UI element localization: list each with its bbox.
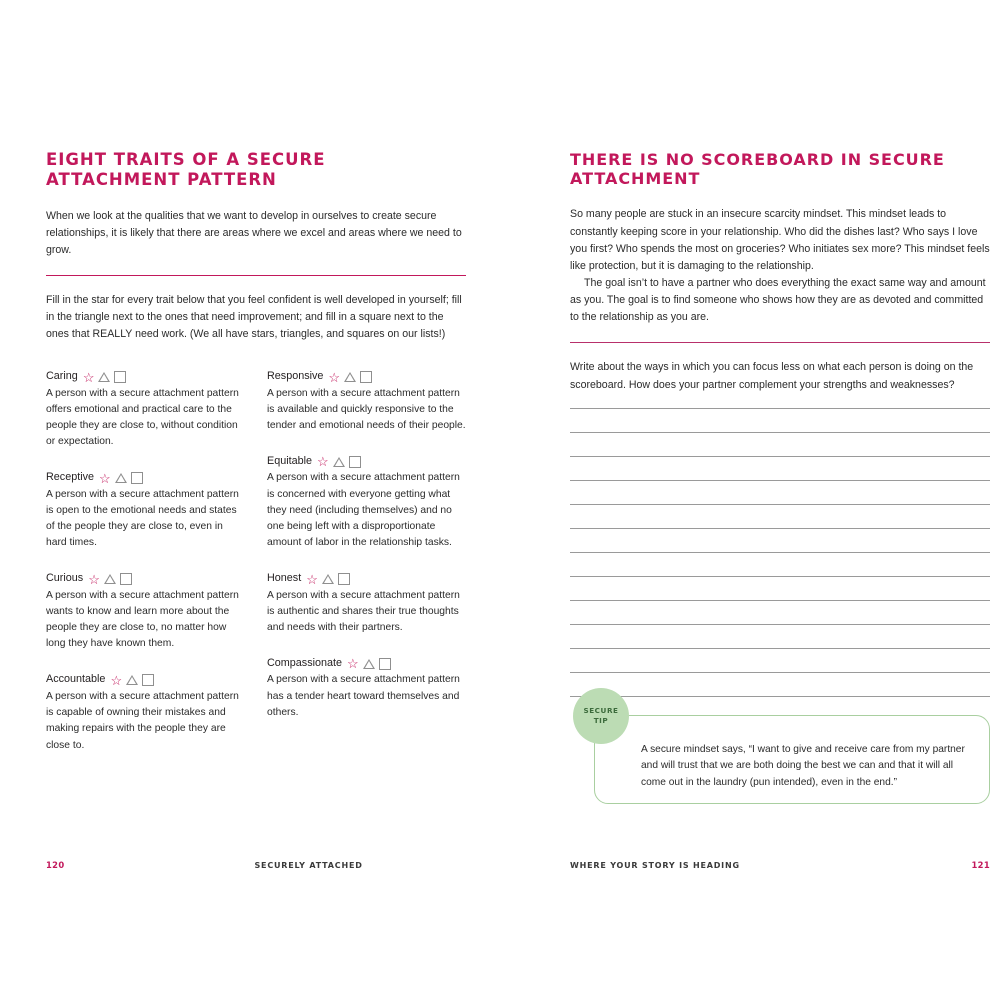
trait-label: Receptive — [46, 471, 95, 484]
trait-label: Responsive — [267, 370, 324, 383]
trait-label: Curious — [46, 572, 84, 585]
trait-header — [267, 454, 466, 470]
write-line[interactable] — [570, 552, 990, 553]
writing-lines[interactable] — [570, 408, 990, 697]
write-line[interactable] — [570, 672, 990, 673]
divider-rule-left — [46, 275, 466, 276]
square-icon[interactable] — [349, 456, 361, 468]
trait-description: A person with a secure attachment pattern is concerned with everyone getting what they need (including themselves) and no one being left with a disproportionate amount of labor in the relationship tasks. — [267, 472, 460, 549]
secure-tip-badge-line1: SECURE — [583, 706, 619, 716]
square-icon[interactable] — [142, 674, 154, 686]
page-title-right: THERE IS NO SCOREBOARD IN SECURE ATTACHMENT — [570, 150, 945, 189]
trait-item — [267, 454, 466, 551]
trait-item — [46, 572, 245, 653]
star-icon[interactable]: ☆ — [306, 571, 318, 587]
write-line[interactable] — [570, 696, 990, 697]
trait-item — [46, 471, 245, 552]
left-instructions: Fill in the star for every trait below that you feel confident is well developed in yourself; fill in the triangle next to the ones that need improvement; and fill in a square next to the ones that REALLY need work. (We all have stars, triangles, and squares on our lists!) — [46, 294, 462, 341]
trait-item — [46, 673, 245, 754]
star-icon[interactable]: ☆ — [317, 454, 329, 470]
trait-description: A person with a secure attachment pattern has a tender heart toward themselves and others. — [267, 674, 460, 718]
right-paragraph-1: So many people are stuck in an insecure scarcity mindset. This mindset leads to constantly keeping score in your relationship. Who did the dishes last? Who says I love you first? Who spends the most on groceries? Who initiates sex more? This mindset feels like protection, but it is damaging to the relationship. — [570, 208, 990, 272]
right-page — [570, 150, 990, 870]
trait-header — [267, 370, 466, 383]
square-icon[interactable] — [131, 472, 143, 484]
square-icon[interactable] — [114, 371, 126, 383]
write-line[interactable] — [570, 504, 990, 505]
trait-rating-glyphs[interactable] — [83, 371, 127, 384]
write-line[interactable] — [570, 600, 990, 601]
traits-column-left — [46, 370, 245, 774]
running-head-right: WHERE YOUR STORY IS HEADING — [570, 860, 740, 870]
left-intro-paragraph: When we look at the qualities that we want to develop in ourselves to create secure relationships, it is likely that there are areas where we excel and areas where we need to grow. — [46, 209, 462, 256]
trait-rating-glyphs[interactable] — [99, 472, 143, 485]
page-number-left: 120 — [46, 860, 65, 870]
trait-header — [267, 656, 466, 672]
trait-item — [267, 572, 466, 637]
divider-rule-right — [570, 342, 990, 343]
star-icon[interactable]: ☆ — [82, 369, 95, 385]
trait-header — [46, 370, 245, 383]
right-page-footer — [570, 860, 990, 870]
left-page — [46, 150, 466, 870]
running-head-left: SECURELY ATTACHED — [254, 860, 363, 870]
write-line[interactable] — [570, 648, 990, 649]
square-icon[interactable] — [360, 371, 372, 383]
write-line[interactable] — [570, 408, 990, 409]
write-line[interactable] — [570, 528, 990, 529]
trait-item — [46, 370, 245, 451]
page-title-left: EIGHT TRAITS OF A SECURE ATTACHMENT PATTERN — [46, 150, 326, 189]
triangle-icon[interactable] — [344, 372, 356, 382]
secure-tip-box — [583, 706, 990, 804]
secure-tip-badge — [573, 688, 629, 744]
square-icon[interactable] — [120, 573, 132, 585]
star-icon[interactable]: ☆ — [88, 571, 100, 587]
trait-item — [267, 656, 466, 721]
traits-grid — [46, 370, 466, 774]
write-line[interactable] — [570, 576, 990, 577]
trait-rating-glyphs[interactable] — [88, 573, 132, 586]
trait-rating-glyphs[interactable] — [306, 573, 350, 586]
square-icon[interactable] — [338, 573, 350, 585]
triangle-icon[interactable] — [104, 574, 116, 584]
left-page-footer — [46, 860, 466, 870]
trait-rating-glyphs[interactable] — [110, 674, 154, 687]
triangle-icon[interactable] — [363, 659, 375, 669]
write-line[interactable] — [570, 456, 990, 457]
trait-header — [46, 471, 245, 484]
trait-description: A person with a secure attachment pattern is capable of owning their mistakes and making repairs with the people they are close to. — [46, 690, 239, 751]
trait-label: Caring — [46, 370, 78, 383]
trait-label: Equitable — [267, 454, 313, 467]
write-line[interactable] — [570, 432, 990, 433]
secure-tip-badge-line2: TIP — [593, 716, 609, 725]
secure-tip-text: A secure mindset says, “I want to give and receive care from my partner and will trust that we are both doing the best we can and that it will all come out in the laundry (pun intended), even in the end.” — [641, 744, 965, 788]
page-number-right: 121 — [971, 860, 990, 870]
trait-header — [46, 673, 245, 686]
trait-rating-glyphs[interactable] — [317, 455, 361, 468]
traits-column-right — [267, 370, 466, 774]
star-icon[interactable]: ☆ — [99, 470, 111, 486]
triangle-icon[interactable] — [126, 675, 138, 685]
trait-label: Honest — [267, 572, 302, 585]
triangle-icon[interactable] — [98, 372, 110, 382]
triangle-icon[interactable] — [322, 574, 334, 584]
triangle-icon[interactable] — [115, 473, 127, 483]
trait-label: Compassionate — [267, 656, 343, 669]
trait-header — [46, 572, 245, 585]
trait-description: A person with a secure attachment pattern offers emotional and practical care to the people they are close to, without condition or expectation. — [46, 387, 239, 448]
trait-header — [267, 572, 466, 585]
trait-rating-glyphs[interactable] — [328, 371, 372, 384]
trait-label: Accountable — [46, 673, 106, 686]
trait-description: A person with a secure attachment pattern is open to the emotional needs and states of the people they are close to, even in hard times. — [46, 488, 239, 549]
trait-item — [267, 370, 466, 435]
right-writing-prompt: Write about the ways in which you can focus less on what each person is doing on the scoreboard. How does your partner complement your strengths and weaknesses? — [570, 361, 974, 391]
triangle-icon[interactable] — [333, 457, 345, 467]
star-icon[interactable]: ☆ — [328, 369, 341, 385]
write-line[interactable] — [570, 480, 990, 481]
trait-description: A person with a secure attachment pattern is available and quickly responsive to the tender and emotional needs of their people. — [267, 387, 466, 432]
trait-rating-glyphs[interactable] — [347, 657, 391, 670]
right-paragraph-2: The goal isn’t to have a partner who does everything the exact same way and amount as you. The goal is to find someone who shows how they are as devoted and committed to the relationship as you are. — [570, 277, 986, 324]
star-icon[interactable]: ☆ — [110, 672, 123, 688]
trait-description: A person with a secure attachment pattern wants to know and learn more about the people they are close to, no matter how long they have known them. — [46, 589, 239, 650]
write-line[interactable] — [570, 624, 990, 625]
star-icon[interactable]: ☆ — [347, 656, 359, 672]
trait-description: A person with a secure attachment pattern is authentic and shares their true thoughts and needs with their partners. — [267, 589, 460, 634]
square-icon[interactable] — [379, 658, 391, 670]
